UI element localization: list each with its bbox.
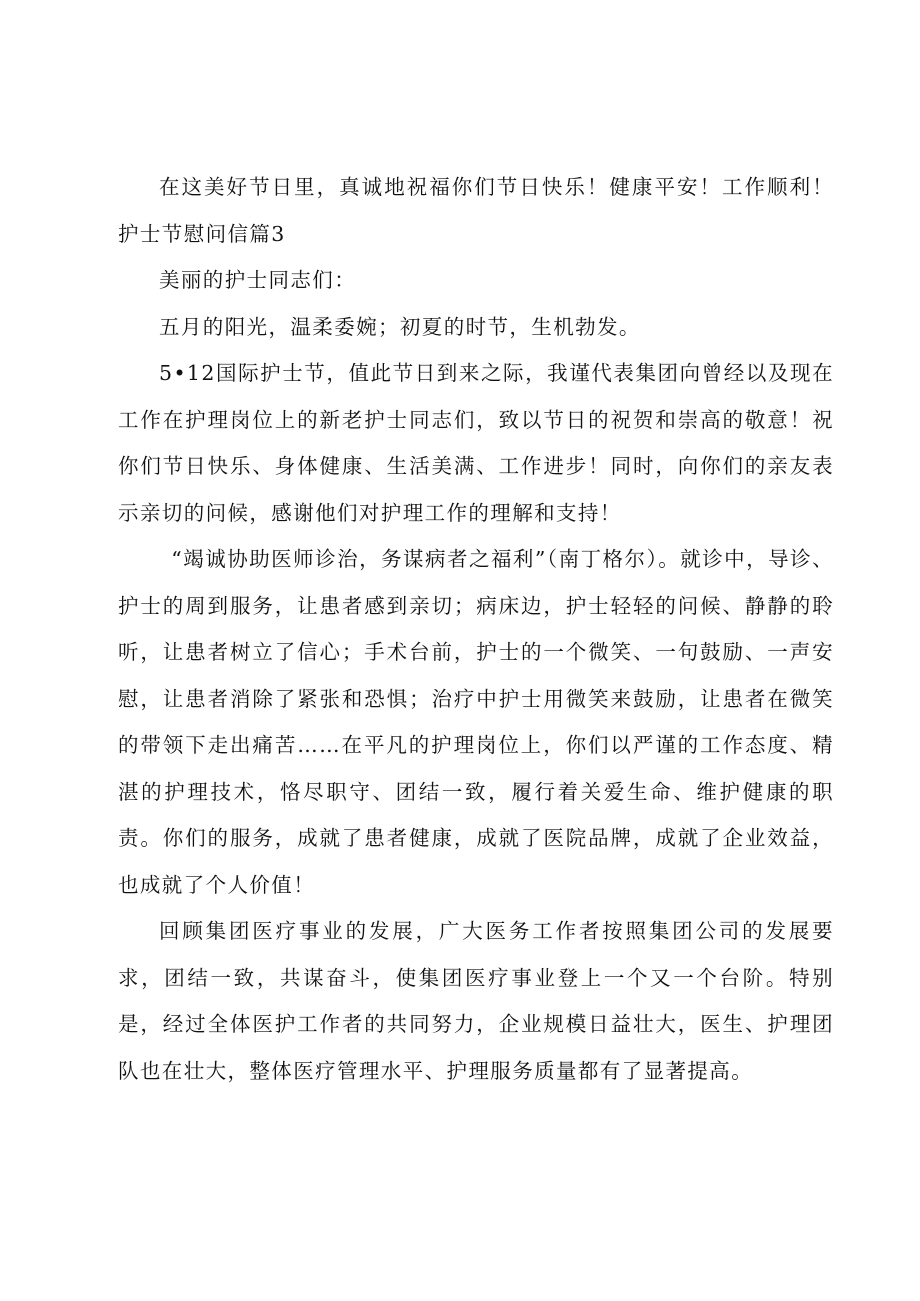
paragraph-blessing: 在这美好节日里，真诚地祝福你们节日快乐！健康平安！工作顺利！护士节慰问信篇3 [118, 175, 834, 246]
paragraph-nurses-day: 5•12国际护士节，值此节日到来之际，我谨代表集团向曾经以及现在工作在护理岗位上的新老护士同志们，致以节日的祝贺和崇高的敬意！祝你们节日快乐、身体健康、生活美满、工作进步！同时，向你们的亲友表示亲切的问候，感谢他们对护理工作的理解和支持！ [118, 361, 834, 525]
paragraph-nightingale-quote: “竭诚协助医师诊治，务谋病者之福利”（南丁格尔）。就诊中，导诊、护士的周到服务，让患者感到亲切；病床边，护士轻轻的问候、静静的聆听，让患者树立了信心；手术台前，护士的一个微笑、一句鼓励、一声安慰，让患者消除了紧张和恐惧；治疗中护士用微笑来鼓励，让患者在微笑的带领下走出痛苦……在平凡的护理岗位上，你们以严谨的工作态度、精湛的护理技术，恪尽职守、团结一致，履行着关爱生命、维护健康的职责。你们的服务，成就了患者健康，成就了医院品牌，成就了企业效益，也成就了个人价值！ [118, 547, 834, 897]
paragraph-salutation: 美丽的护士同志们： [159, 268, 357, 292]
document-body [118, 164, 834, 1094]
paragraph-may-sunshine: 五月的阳光，温柔委婉；初夏的时节，生机勃发。 [159, 314, 641, 339]
paragraph-review: 回顾集团医疗事业的发展，广大医务工作者按照集团公司的发展要求，团结一致，共谋奋斗，使集团医疗事业登上一个又一个台阶。特别是，经过全体医护工作者的共同努力，企业规模日益壮大，医生、护理团队也在壮大，整体医疗管理水平、护理服务质量都有了显著提高。 [118, 919, 834, 1083]
